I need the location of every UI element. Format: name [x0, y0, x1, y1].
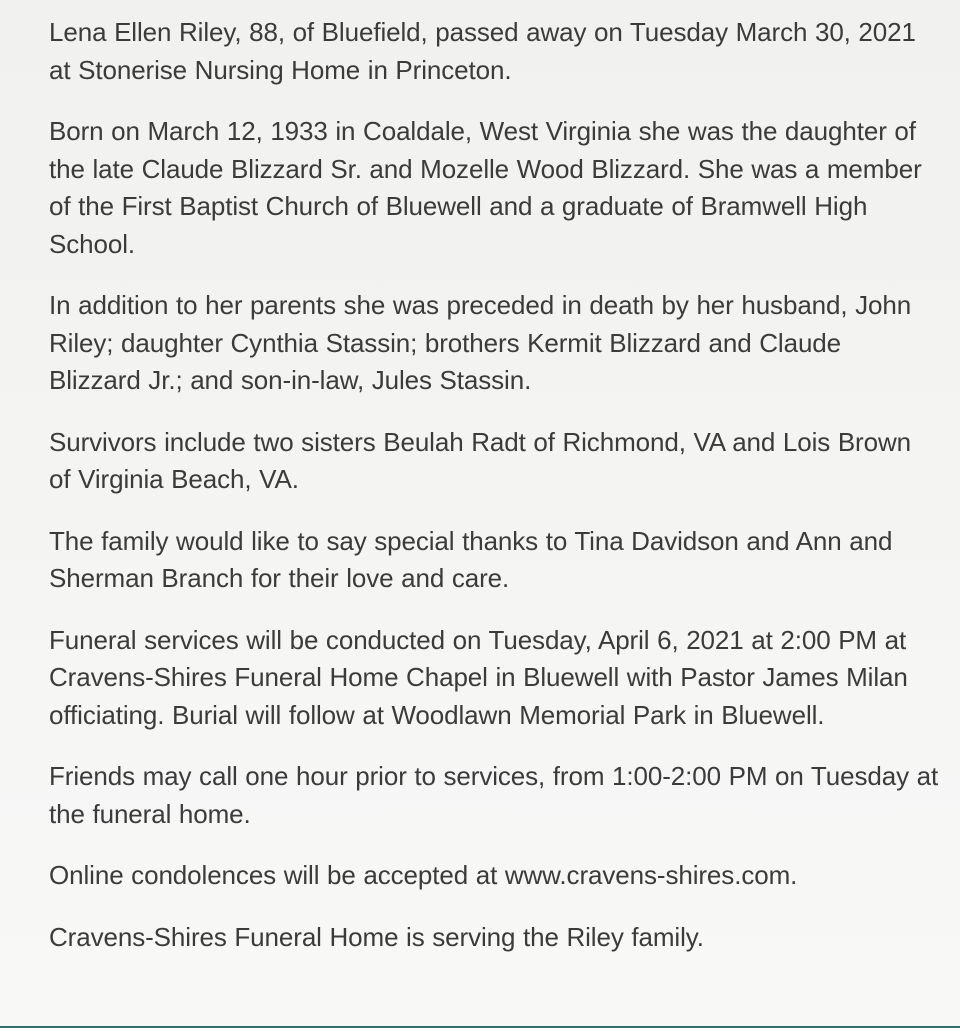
obituary-paragraph-death-notice: Lena Ellen Riley, 88, of Bluefield, passed away on Tuesday March 30, 2021 at Stonerise Nursing Home in Princeton.: [49, 17, 916, 85]
obituary-content: [49, 14, 939, 980]
obituary-paragraph-preceded-in-death: In addition to her parents she was preceded in death by her husband, John Riley; daughter Cynthia Stassin; brothers Kermit Blizzard and Claude Blizzard Jr.; and son-in-law, Jules Stassin.: [49, 290, 912, 395]
obituary-paragraph-visitation: Friends may call one hour prior to services, from 1:00-2:00 PM on Tuesday at the funeral home.: [49, 761, 939, 829]
obituary-paragraph-biography: Born on March 12, 1933 in Coaldale, West Virginia she was the daughter of the late Claude Blizzard Sr. and Mozelle Wood Blizzard. She was a member of the First Baptist Church of Bluewell and a graduate of Bramwell High School.: [49, 116, 922, 259]
obituary-paragraph-thanks: The family would like to say special thanks to Tina Davidson and Ann and Sherman Branch for their love and care.: [49, 525, 893, 593]
obituary-paragraph-funeral-services: Funeral services will be conducted on Tuesday, April 6, 2021 at 2:00 PM at Cravens-Shires Funeral Home Chapel in Bluewell with Pastor James Milan officiating. Burial will follow at Woodlawn Memorial Park in Bluewell.: [49, 624, 908, 730]
obituary-paragraph-funeral-home: Cravens-Shires Funeral Home is serving the Riley family.: [49, 921, 704, 952]
obituary-paragraph-survivors: Survivors include two sisters Beulah Radt of Richmond, VA and Lois Brown of Virginia Beach, VA.: [49, 426, 912, 494]
obituary-paragraph-condolences: Online condolences will be accepted at www.cravens-shires.com.: [49, 860, 798, 890]
